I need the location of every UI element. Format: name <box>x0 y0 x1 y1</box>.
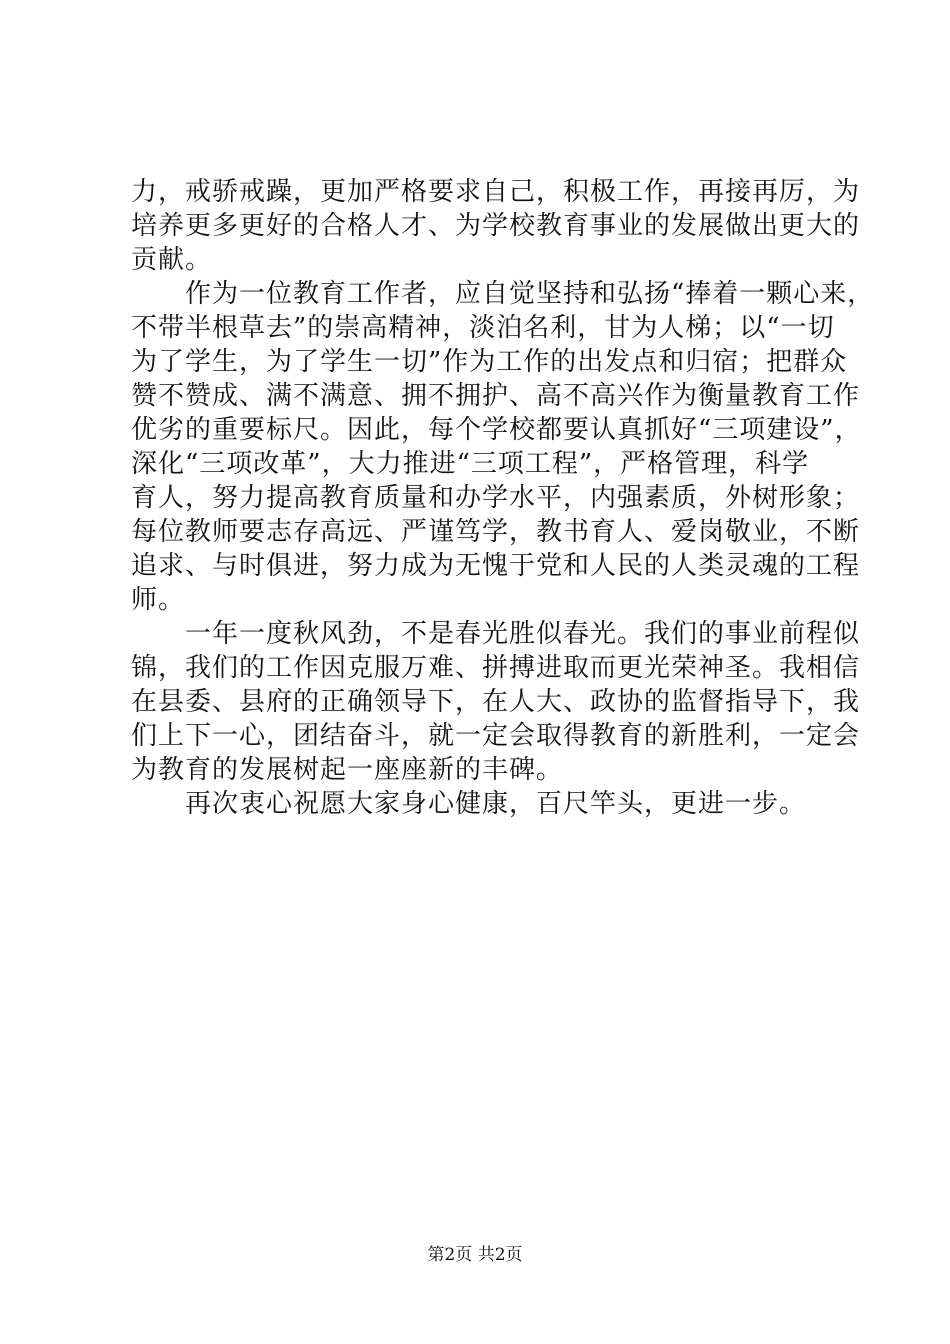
text-line: 不带半根草去”的崇高精神，淡泊名利，甘为人梯；以“一切 <box>131 313 835 343</box>
text-line: 赞不赞成、满不满意、拥不拥护、高不高兴作为衡量教育工作 <box>131 381 861 411</box>
text-line: 们上下一心，团结奋斗，就一定会取得教育的新胜利，一定会 <box>131 721 861 751</box>
text-line: 师。 <box>131 585 186 615</box>
text-line: 每位教师要志存高远、严谨笃学，教书育人、爱岗敬业，不断 <box>131 517 861 547</box>
text-line: 追求、与时俱进，努力成为无愧于党和人民的人类灵魂的工程 <box>131 551 861 581</box>
text-line: 为了学生，为了学生一切”作为工作的出发点和归宿；把群众 <box>131 347 848 377</box>
text-line: 再次衷心祝愿大家身心健康，百尺竿头，更进一步。 <box>131 789 807 819</box>
text-line: 育人，努力提高教育质量和办学水平，内强素质，外树形象； <box>131 483 861 513</box>
text-line: 在县委、县府的正确领导下，在人大、政协的监督指导下，我 <box>131 687 861 717</box>
text-line: 一年一度秋风劲，不是春光胜似春光。我们的事业前程似 <box>131 619 861 649</box>
text-line: 贡献。 <box>131 245 213 275</box>
page-footer <box>0 1245 950 1265</box>
text-line: 为教育的发展树起一座座新的丰碑。 <box>131 755 564 785</box>
text-line: 深化“三项改革”，大力推进“三项工程”，严格管理，科学 <box>131 449 810 479</box>
text-line: 力，戒骄戒躁，更加严格要求自己，积极工作，再接再厉，为 <box>131 177 861 207</box>
page-number: 第2页 共2页 <box>427 1245 523 1265</box>
text-line: 锦，我们的工作因克服万难、拼搏进取而更光荣神圣。我相信 <box>131 653 861 683</box>
body-text <box>131 175 875 821</box>
text-line: 作为一位教育工作者，应自觉坚持和弘扬“捧着一颗心来， <box>131 279 875 309</box>
text-line: 培养更多更好的合格人才、为学校教育事业的发展做出更大的 <box>131 211 861 241</box>
text-line: 优劣的重要标尺。因此，每个学校都要认真抓好“三项建设”， <box>131 415 862 445</box>
